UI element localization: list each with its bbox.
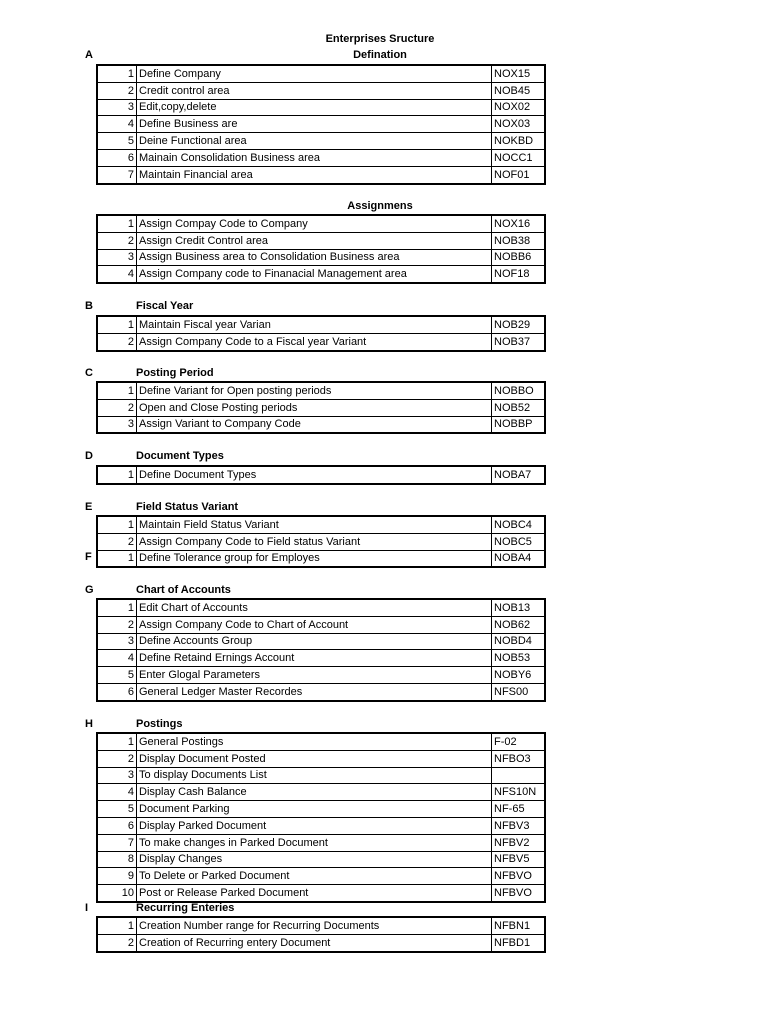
table-row [97, 934, 545, 951]
section-table [96, 381, 546, 434]
table-row [97, 868, 545, 885]
section-letter: I [85, 902, 89, 914]
row-number: 3 [97, 767, 137, 784]
transaction-code: NOB38 [492, 232, 546, 249]
row-description: Document Parking [137, 801, 492, 818]
transaction-code: NFBV2 [492, 834, 546, 851]
table-row [97, 65, 545, 82]
row-description: Maintain Financial area [137, 166, 492, 183]
row-description: Maintain Fiscal year Varian [137, 316, 492, 333]
section-letter: F [85, 551, 92, 563]
section-heading: Fiscal Year [136, 300, 194, 312]
table-row [97, 767, 545, 784]
transaction-code: NOBY6 [492, 667, 546, 684]
document-title: Enterprises Sructure [325, 33, 435, 45]
transaction-code: NOB45 [492, 82, 546, 99]
table-row [97, 633, 545, 650]
row-description: Define Document Types [137, 466, 492, 484]
transaction-code: NF-65 [492, 801, 546, 818]
transaction-code: NOBC4 [492, 516, 546, 533]
table-row [97, 667, 545, 684]
row-number: 6 [97, 149, 137, 166]
row-description: Credit control area [137, 82, 492, 99]
row-number: 2 [97, 399, 137, 416]
row-number: 5 [97, 133, 137, 150]
table-row [97, 416, 545, 433]
row-description: Display Parked Document [137, 817, 492, 834]
transaction-code: NFBN1 [492, 917, 546, 934]
row-number: 4 [97, 266, 137, 283]
section-heading: Posting Period [136, 367, 214, 379]
transaction-code: NOB52 [492, 399, 546, 416]
row-number: 3 [97, 99, 137, 116]
section-letter: C [85, 367, 93, 379]
section-table [96, 465, 546, 485]
row-description: Edit Chart of Accounts [137, 599, 492, 616]
row-description: Define Tolerance group for Employes [137, 550, 492, 567]
table-row [97, 266, 545, 283]
transaction-code: NOKBD [492, 133, 546, 150]
table-row [97, 650, 545, 667]
transaction-code: NOB62 [492, 616, 546, 633]
section-heading: Recurring Enteries [136, 902, 235, 914]
section-heading: Field Status Variant [136, 501, 239, 513]
row-number: 7 [97, 166, 137, 183]
row-number: 2 [97, 616, 137, 633]
section-heading: Chart of Accounts [136, 584, 231, 596]
row-number: 1 [97, 917, 137, 934]
row-description: Define Accounts Group [137, 633, 492, 650]
transaction-code: NOBBO [492, 382, 546, 399]
table-row [97, 316, 545, 333]
row-description: Display Document Posted [137, 750, 492, 767]
row-number: 5 [97, 801, 137, 818]
row-number: 2 [97, 750, 137, 767]
row-description: Creation of Recurring entery Document [137, 934, 492, 951]
row-number: 4 [97, 650, 137, 667]
table-row [97, 133, 545, 150]
row-description: To make changes in Parked Document [137, 834, 492, 851]
row-description: Enter Glogal Parameters [137, 667, 492, 684]
table-row [97, 616, 545, 633]
row-number: 7 [97, 834, 137, 851]
row-description: Deine Functional area [137, 133, 492, 150]
row-number: 1 [97, 65, 137, 82]
row-number: 1 [97, 516, 137, 533]
transaction-code: NFBVO [492, 885, 546, 902]
row-description: General Ledger Master Recordes [137, 683, 492, 700]
row-description: Assign Company Code to Chart of Account [137, 616, 492, 633]
row-description: Assign Variant to Company Code [137, 416, 492, 433]
row-number: 1 [97, 733, 137, 750]
section-letter: E [85, 501, 93, 513]
transaction-code: NOBBP [492, 416, 546, 433]
transaction-code: NFS00 [492, 683, 546, 700]
row-number: 3 [97, 633, 137, 650]
row-description: Creation Number range for Recurring Documents [137, 917, 492, 934]
row-number: 4 [97, 784, 137, 801]
section-letter: A [85, 49, 93, 61]
section-table [96, 732, 546, 903]
table-row [97, 249, 545, 266]
table-row [97, 834, 545, 851]
row-description: Define Variant for Open posting periods [137, 382, 492, 399]
row-description: Maintain Field Status Variant [137, 516, 492, 533]
row-number: 5 [97, 667, 137, 684]
row-number: 9 [97, 868, 137, 885]
table-row [97, 533, 545, 550]
transaction-code: NFS10N [492, 784, 546, 801]
row-description: Assign Credit Control area [137, 232, 492, 249]
row-description: Define Business are [137, 116, 492, 133]
section-table [96, 515, 546, 568]
transaction-code: NOBA4 [492, 550, 546, 567]
table-row [97, 683, 545, 700]
transaction-code: NOBB6 [492, 249, 546, 266]
transaction-code: NOX15 [492, 65, 546, 82]
table-row [97, 382, 545, 399]
table-row [97, 399, 545, 416]
transaction-code: NOBD4 [492, 633, 546, 650]
row-description: To Delete or Parked Document [137, 868, 492, 885]
row-number: 1 [97, 215, 137, 232]
row-number: 3 [97, 416, 137, 433]
table-row [97, 149, 545, 166]
row-description: General Postings [137, 733, 492, 750]
table-row [97, 917, 545, 934]
row-number: 6 [97, 817, 137, 834]
transaction-code: F-02 [492, 733, 546, 750]
table-row [97, 750, 545, 767]
table-row [97, 801, 545, 818]
section-table [96, 598, 546, 702]
table-row [97, 166, 545, 183]
section-letter: H [85, 718, 93, 730]
row-number: 2 [97, 934, 137, 951]
table-row [97, 82, 545, 99]
section-letter: B [85, 300, 93, 312]
row-description: Define Retaind Ernings Account [137, 650, 492, 667]
table-row [97, 232, 545, 249]
row-description: Assign Company Code to Field status Variant [137, 533, 492, 550]
table-row [97, 817, 545, 834]
table-row [97, 733, 545, 750]
table-row [97, 215, 545, 232]
row-number: 2 [97, 333, 137, 350]
transaction-code: NFBVO [492, 868, 546, 885]
table-row [97, 885, 545, 902]
transaction-code: NOCC1 [492, 149, 546, 166]
transaction-code: NFBV5 [492, 851, 546, 868]
row-number: 1 [97, 382, 137, 399]
transaction-code: NOX03 [492, 116, 546, 133]
section-table [96, 64, 546, 185]
row-description: Assign Company Code to a Fiscal year Variant [137, 333, 492, 350]
section-heading: Defination [353, 49, 407, 61]
row-number: 4 [97, 116, 137, 133]
row-number: 1 [97, 550, 137, 567]
row-description: Assign Business area to Consolidation Business area [137, 249, 492, 266]
table-row [97, 784, 545, 801]
transaction-code: NFBV3 [492, 817, 546, 834]
section-heading: Postings [136, 718, 183, 730]
table-row [97, 333, 545, 350]
row-description: Edit,copy,delete [137, 99, 492, 116]
row-number: 6 [97, 683, 137, 700]
section-letter: D [85, 450, 93, 462]
transaction-code: NFBO3 [492, 750, 546, 767]
row-description: Define Company [137, 65, 492, 82]
row-number: 1 [97, 599, 137, 616]
transaction-code: NOBA7 [492, 466, 546, 484]
row-description: Display Cash Balance [137, 784, 492, 801]
row-number: 2 [97, 232, 137, 249]
row-description: Mainain Consolidation Business area [137, 149, 492, 166]
section-table [96, 916, 546, 953]
row-description: Assign Company code to Finanacial Management area [137, 266, 492, 283]
section-table [96, 214, 546, 284]
table-row [97, 99, 545, 116]
transaction-code: NOX16 [492, 215, 546, 232]
transaction-code: NOF18 [492, 266, 546, 283]
transaction-code: NOB13 [492, 599, 546, 616]
row-number: 3 [97, 249, 137, 266]
row-number: 2 [97, 533, 137, 550]
section-heading: Document Types [136, 450, 224, 462]
row-number: 1 [97, 466, 137, 484]
table-row [97, 466, 545, 484]
table-row [97, 851, 545, 868]
row-number: 8 [97, 851, 137, 868]
table-row [97, 599, 545, 616]
section-heading: Assignmens [347, 200, 413, 212]
row-description: Assign Compay Code to Company [137, 215, 492, 232]
row-number: 2 [97, 82, 137, 99]
transaction-code: NOX02 [492, 99, 546, 116]
row-description: Open and Close Posting periods [137, 399, 492, 416]
table-row [97, 116, 545, 133]
row-number: 1 [97, 316, 137, 333]
row-number: 10 [97, 885, 137, 902]
transaction-code [492, 767, 546, 784]
transaction-code: NOBC5 [492, 533, 546, 550]
table-row [97, 516, 545, 533]
transaction-code: NFBD1 [492, 934, 546, 951]
row-description: Post or Release Parked Document [137, 885, 492, 902]
section-letter: G [85, 584, 94, 596]
row-description: Display Changes [137, 851, 492, 868]
transaction-code: NOB29 [492, 316, 546, 333]
section-table [96, 315, 546, 352]
transaction-code: NOB53 [492, 650, 546, 667]
table-row [97, 550, 545, 567]
row-description: To display Documents List [137, 767, 492, 784]
transaction-code: NOF01 [492, 166, 546, 183]
transaction-code: NOB37 [492, 333, 546, 350]
